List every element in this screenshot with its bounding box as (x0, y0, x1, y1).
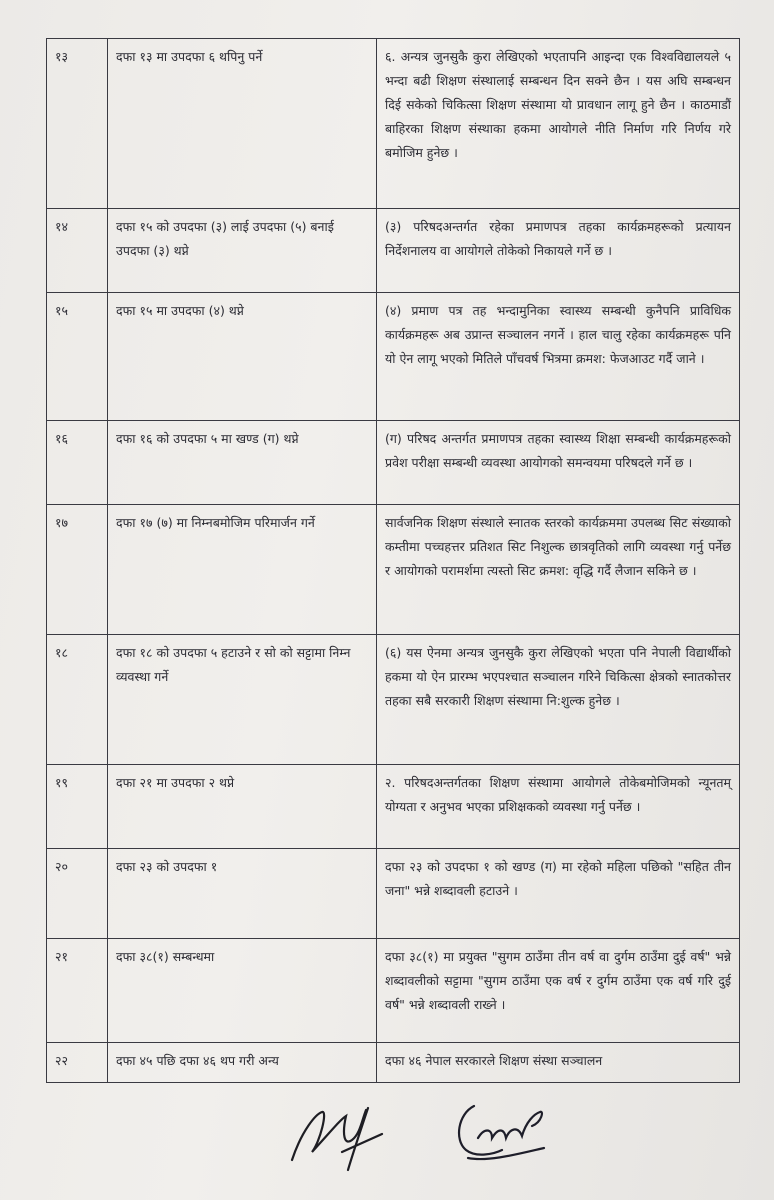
table-row (47, 421, 740, 505)
amendment-text: ६. अन्यत्र जुनसुकै कुरा लेखिएको भएतापनि आइन्दा एक विश्वविद्यालयले ५ भन्दा बढी शिक्षण संस्थालाई सम्बन्धन दिन सक्ने छैन । यस अघि सम्बन्धन दिई सकेको चिकित्सा शिक्षण संस्थामा यो प्रावधान लागू हुने छैन । काठमाडौं बाहिरका शिक्षण संस्थाका हकमा आयोगले नीति निर्माण गरि निर्णय गरे बमोजिम हुनेछ । (377, 39, 740, 209)
amendment-text: दफा २३ को उपदफा १ को खण्ड (ग) मा रहेको महिला पछिको "सहित तीन जना" भन्ने शब्दावली हटाउने । (377, 849, 740, 939)
amendment-text: सार्वजनिक शिक्षण संस्थाले स्नातक स्तरको कार्यक्रममा उपलब्ध सिट संख्याको कम्तीमा पच्चहत्तर प्रतिशत सिट निशुल्क छात्रवृतिको लागि व्यवस्था गर्नु पर्नेछ र आयोगको परामर्शमा त्यस्तो सिट क्रमश: वृद्धि गर्दै लैजान सकिने छ । (377, 505, 740, 635)
section-reference: दफा १६ को उपदफा ५ मा खण्ड (ग) थप्ने (108, 421, 377, 505)
amendment-table (46, 38, 740, 1083)
signature-2-image (448, 1092, 558, 1172)
amendment-text: (४) प्रमाण पत्र तह भन्दामुनिका स्वास्थ्य सम्बन्धी कुनैपनि प्राविधिक कार्यक्रमहरू अब उप्रान्त सञ्चालन नगर्ने । हाल चालु रहेका कार्यक्रमहरू पनि यो ऐन लागू भएको मितिले पाँचवर्ष भित्रमा क्रमश: फेजआउट गर्दै जाने । (377, 293, 740, 421)
amendment-text: (ग) परिषद अन्तर्गत प्रमाणपत्र तहका स्वास्थ्य शिक्षा सम्बन्धी कार्यक्रमहरूको प्रवेश परीक्षा सम्बन्धी व्यवस्था आयोगको समन्वयमा परिषदले गर्ने छ । (377, 421, 740, 505)
table-row (47, 939, 740, 1043)
row-number: १६ (47, 421, 108, 505)
row-number: १९ (47, 765, 108, 849)
section-reference: दफा १३ मा उपदफा ६ थपिनु पर्ने (108, 39, 377, 209)
amendment-text: (६) यस ऐनमा अन्यत्र जुनसुकै कुरा लेखिएको भएता पनि नेपाली विद्यार्थीको हकमा यो ऐन प्रारम्भ भएपश्चात सञ्चालन गरिने चिकित्सा क्षेत्रको स्नातकोत्तर तहका सबै सरकारी शिक्षण संस्थामा नि:शुल्क हुनेछ । (377, 635, 740, 765)
section-reference: दफा २१ मा उपदफा २ थप्ने (108, 765, 377, 849)
section-reference: दफा २३ को उपदफा १ (108, 849, 377, 939)
amendment-text: २. परिषदअन्तर्गतका शिक्षण संस्थामा आयोगले तोकेबमोजिमको न्यूनतम् योग्यता र अनुभव भएका प्रशिक्षकको व्यवस्था गर्नु पर्नेछ । (377, 765, 740, 849)
section-reference: दफा ४५ पछि दफा ४६ थप गरी अन्य (108, 1043, 377, 1083)
row-number: २१ (47, 939, 108, 1043)
table-row (47, 293, 740, 421)
table-row (47, 635, 740, 765)
section-reference: दफा १७ (७) मा निम्नबमोजिम परिमार्जन गर्ने (108, 505, 377, 635)
row-number: १४ (47, 209, 108, 293)
table-row (47, 505, 740, 635)
amendment-text: (३) परिषदअन्तर्गत रहेका प्रमाणपत्र तहका कार्यक्रमहरूको प्रत्यायन निर्देशनालय वा आयोगले तोकेको निकायले गर्ने छ । (377, 209, 740, 293)
table-row (47, 209, 740, 293)
table-row (47, 765, 740, 849)
table-row (47, 39, 740, 209)
row-number: १५ (47, 293, 108, 421)
row-number: १३ (47, 39, 108, 209)
row-number: १७ (47, 505, 108, 635)
amendment-text: दफा ३८(१) मा प्रयुक्त "सुगम ठाउँमा तीन वर्ष वा दुर्गम ठाउँमा दुई वर्ष" भन्ने शब्दावलीको सट्टामा "सुगम ठाउँमा एक वर्ष र दुर्गम ठाउँमा एक वर्ष गरि दुई वर्ष" भन्ने शब्दावली राख्ने । (377, 939, 740, 1043)
row-number: १८ (47, 635, 108, 765)
row-number: २० (47, 849, 108, 939)
table-row (47, 1043, 740, 1083)
table-row (47, 849, 740, 939)
row-number: २२ (47, 1043, 108, 1083)
section-reference: दफा १५ मा उपदफा (४) थप्ने (108, 293, 377, 421)
section-reference: दफा १५ को उपदफा (३) लाई उपदफा (५) बनाई उपदफा (३) थप्ने (108, 209, 377, 293)
section-reference: दफा ३८(१) सम्बन्धमा (108, 939, 377, 1043)
section-reference: दफा १८ को उपदफा ५ हटाउने र सो को सट्टामा निम्न व्यवस्था गर्ने (108, 635, 377, 765)
amendment-text: दफा ४६ नेपाल सरकारले शिक्षण संस्था सञ्चालन (377, 1043, 740, 1083)
signature-1-image (282, 1090, 402, 1180)
